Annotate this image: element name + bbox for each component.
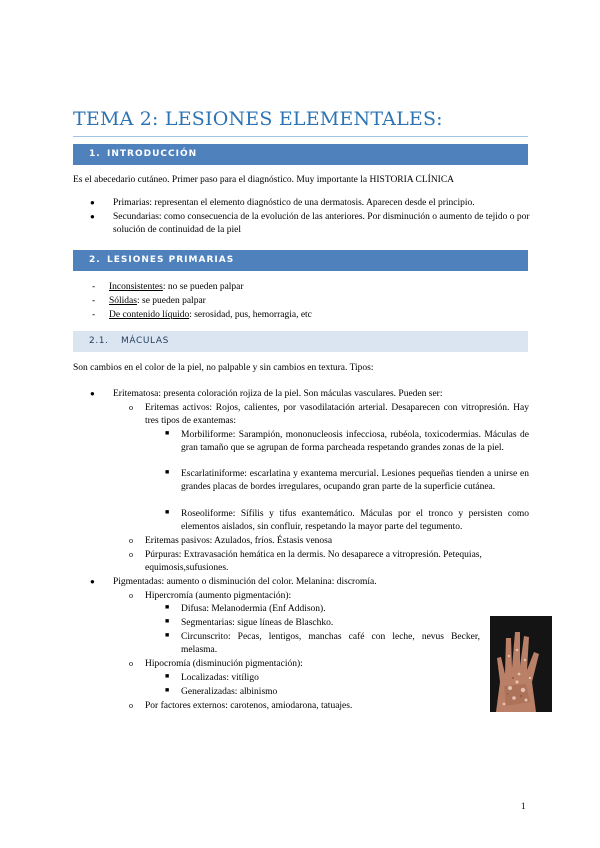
bullet-icon: ■ [165,631,170,639]
item-text: : como consecuencia de la evolución de las anteriores. Por disminución o aumento de tejido o por solución de continuidad de la piel [113,212,530,236]
item-text: : representan el elemento diagnóstico de una dermatosis. Aparecen desde el principio. [149,198,475,208]
list-item [165,617,529,630]
list-item [129,549,529,575]
list-item [90,197,536,210]
item-text: Escarlatiniforme: escarlatina y exantema mercurial. Lesiones pequeñas tienden a unirse en grandes placas de bordes irregulares, ocupando gran parte de la superficie cutánea. [181,469,529,493]
item-text: Segmentarias: sigue líneas de Blaschko. [181,618,334,628]
bullet-icon: o [129,536,133,545]
list-item [129,402,529,428]
list-item [165,631,480,657]
subsection-header-maculas [73,331,528,352]
list-item [92,295,522,308]
item-text: Por factores externos: carotenos, amiodarona, tatuajes. [145,701,353,711]
list-item [90,388,536,401]
bullet-icon: o [129,701,133,710]
title-underline [73,136,528,137]
bullet-icon: ● [90,389,95,398]
list-item [129,590,529,603]
item-text: Hipercromía (aumento pigmentación): [145,591,292,601]
list-item [129,658,529,671]
hand-pigmentation-photo [490,616,552,712]
item-term: De contenido líquido [109,310,190,320]
item-text: Generalizadas: albinismo [181,687,278,697]
item-text: : serosidad, pus, hemorragia, etc [189,310,312,320]
item-text: Circunscrito: Pecas, lentigos, manchas café con leche, nevus Becker, melasma. [181,632,480,656]
dash-icon: - [92,296,96,306]
bullet-icon: ■ [165,603,170,611]
item-text: Pigmentadas: aumento o disminución del color. Melanina: discromía. [113,577,377,587]
list-item [90,576,536,589]
list-item [129,535,529,548]
section-number: 2.1. [89,336,109,346]
bullet-icon: o [129,591,133,600]
item-text: Difusa: Melanodermia (Enf Addison). [181,604,326,614]
bullet-icon: ■ [165,672,170,680]
page-title: TEMA 2: LESIONES ELEMENTALES: [73,108,443,130]
bullet-icon: o [129,550,133,559]
dash-icon: - [92,282,96,292]
intro-paragraph: Es el abecedario cutáneo. Primer paso para el diagnóstico. Muy importante la HISTORIA CLÍNICA [73,175,455,185]
maculas-intro: Son cambios en el color de la piel, no palpable y sin cambios en textura. Tipos: [73,363,374,373]
list-item [165,686,529,699]
dash-icon: - [92,310,96,320]
item-text: Eritemas pasivos: Azulados, fríos. Éstasis venosa [145,536,333,546]
section-number: 1. [89,149,101,159]
bullet-icon: ■ [165,429,170,437]
list-item [129,700,529,713]
list-item [165,429,529,455]
bullet-icon: ● [90,212,95,221]
item-text: Morbiliforme: Sarampión, mononucleosis infecciosa, rubéola, toxicodermias. Máculas de gran tamaño que se agrupan de forma parcheada respetando grandes zonas de la piel. [181,430,529,454]
item-text: Púrpuras: Extravasación hemática en la dermis. No desaparece a vitropresión. Petequias, equimosis,sufusiones. [145,550,482,574]
section-number: 2. [89,255,101,265]
bullet-icon: ● [90,198,95,207]
bullet-icon: o [129,659,133,668]
bullet-icon: ● [90,577,95,586]
page-number: 1 [521,801,526,811]
list-item [165,508,529,534]
item-text: : no se pueden palpar [162,282,244,292]
section-header-lesiones-primarias [73,250,528,271]
item-text: Localizadas: vitíligo [181,673,259,683]
item-text: Eritematosa: presenta coloración rojiza de la piel. Son máculas vasculares. Pueden ser: [113,389,443,399]
item-term: Primarias [113,198,150,208]
item-text: Roseoliforme: Sífilis y tifus exantemático. Máculas por el tronco y persisten como elementos aislados, sin confluir, respetando la mayor parte del tegumento. [181,509,529,533]
list-item [165,672,529,685]
list-item [90,211,536,237]
section-header-introduccion [73,144,528,165]
item-text: Eritemas activos: Rojos, calientes, por vasodilatación arterial. Desaparecen con vitropresión. Hay tres tipos de exantemas: [145,403,529,427]
section-label: LESIONES PRIMARIAS [107,255,235,265]
item-text: : se pueden palpar [136,296,206,306]
item-term: Secundarias [113,212,159,222]
item-text: Hipocromía (disminución pigmentación): [145,659,303,669]
section-label: MÁCULAS [121,336,169,346]
section-label: INTRODUCCIÓN [107,149,198,159]
list-item [165,468,529,494]
list-item [165,603,529,616]
bullet-icon: o [129,403,133,412]
bullet-icon: ■ [165,617,170,625]
list-item [92,281,522,294]
bullet-icon: ■ [165,468,170,476]
item-term: Inconsistentes [109,282,163,292]
bullet-icon: ■ [165,508,170,516]
list-item [92,309,522,322]
item-term: Sólidas [109,296,137,306]
bullet-icon: ■ [165,686,170,694]
